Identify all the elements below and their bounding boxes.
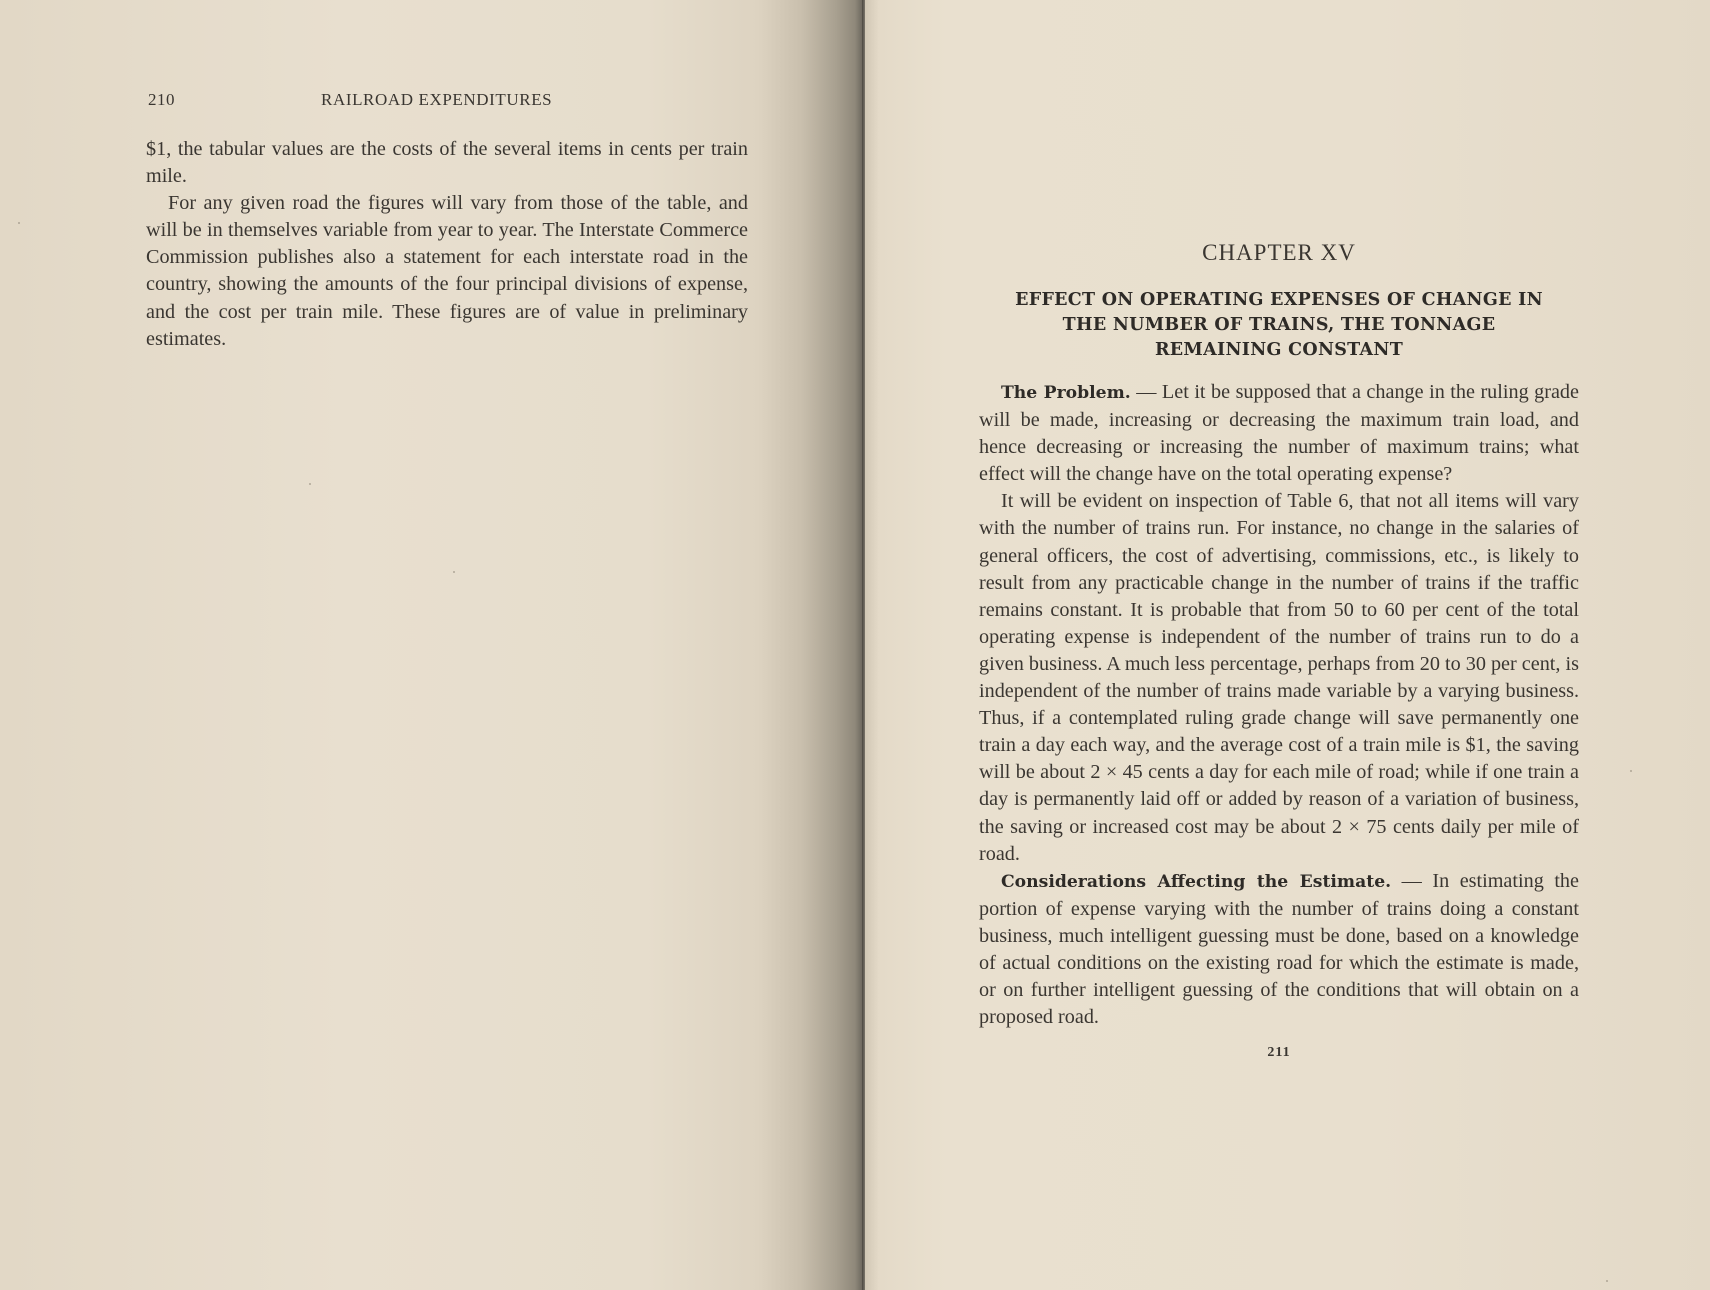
chapter-title — [959, 288, 1599, 363]
page-number-left: 210 — [148, 90, 175, 109]
section-considerations — [979, 868, 1579, 1032]
page-number-right: 211 — [1267, 1045, 1291, 1061]
chapter-title-line: REMAINING CONSTANT — [1154, 340, 1404, 360]
chapter-number: CHAPTER XV — [1202, 240, 1356, 265]
section-heading: Considerations Affecting the Estimate. — [1001, 871, 1392, 892]
right-page-content — [979, 240, 1579, 1061]
section-text: — In estimating the portion of expense varying with the number of trains doing a constant business, much intelligent guessing must be done, based on a knowledge of actual conditions on the existing road for which the estimate is made, or on further intelligent guessing of the conditions that will obtain on a proposed road. — [979, 869, 1579, 1029]
right-body-text — [979, 379, 1579, 1031]
left-page-content — [146, 84, 748, 353]
paragraph: For any given road the figures will vary from those of the table, and will be in themselves variable from year to year. The Interstate Commerce Commission publishes also a statement for each interstate road in the country, showing the amounts of the four principal divisions of expense, and the cost per train mile. These figures are of value in preliminary estimates. — [146, 192, 748, 350]
chapter-title-line: THE NUMBER OF TRAINS, THE TONNAGE — [1062, 315, 1496, 335]
paragraph — [979, 488, 1579, 867]
section-problem — [979, 379, 1579, 488]
section-text: — Let it be supposed that a change in the ruling grade will be made, increasing or decreasing the maximum train load, and hence decreasing or increasing the number of maximum trains; what effect will the change have on the total operating expense? — [979, 381, 1579, 486]
running-head — [146, 84, 748, 114]
chapter-title-line: EFFECT ON OPERATING EXPENSES OF CHANGE IN — [1015, 290, 1543, 310]
section-heading: The Problem. — [1001, 383, 1131, 403]
book-gutter — [862, 0, 865, 1290]
paragraph: $1, the tabular values are the costs of the several items in cents per train mile. — [146, 138, 748, 188]
running-head-title: RAILROAD EXPENDITURES — [321, 90, 553, 109]
section-text: It will be evident on inspection of Table 6, that not all items will vary with the number of trains run. For instance, no change in the salaries of general officers, the cost of advertising, commissions, etc., is likely to result from any practicable change in the number of trains if the traffic remains constant. It is probable that from 50 to 60 per cent of the total operating expense is independent of the number of trains run to do a given business. A much less percentage, perhaps from 20 to 30 per cent, is independent of the number of trains made variable by a varying business. Thus, if a contemplated ruling grade change will save permanently one train a day each way, and the average cost of a train mile is $1, the saving will be about 2 × 45 cents a day for each mile of road; while if one train a day is permanently laid off or added by reason of a variation of business, the saving or increased cost may be about 2 × 75 cents daily per mile of road. — [979, 490, 1579, 865]
left-body-text — [146, 136, 748, 353]
